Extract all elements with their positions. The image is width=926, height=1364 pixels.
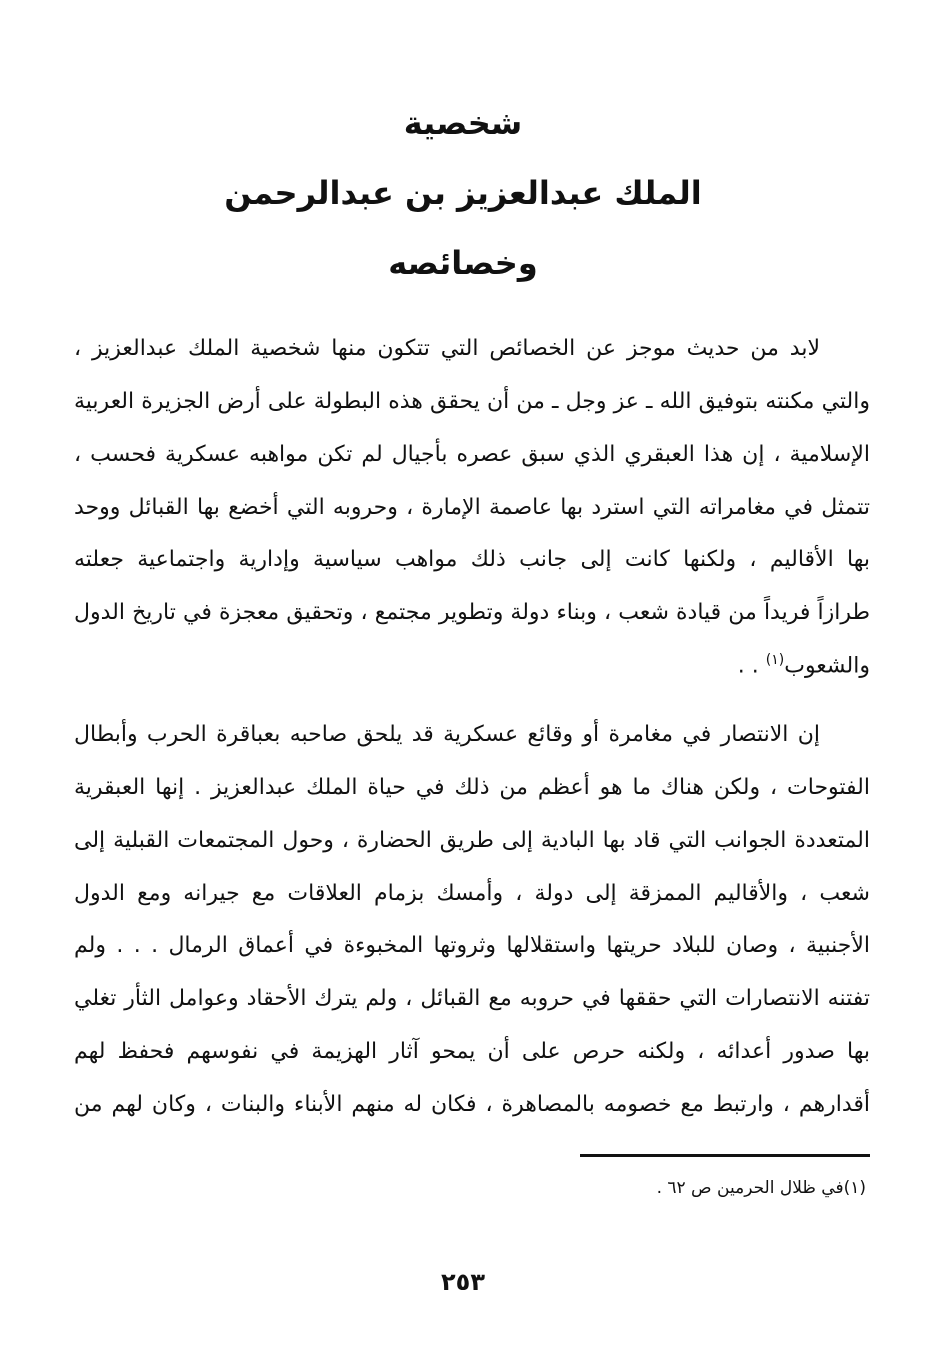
text-line: إن الانتصار في مغامرة أو وقائع عسكرية قد يلحق صاحبه بعباقرة الحرب وأبطال [74, 722, 820, 747]
text-line: والتي مكنته بتوفيق الله ـ عز وجل ـ من أن يحقق هذه البطولة على أرض الجزيرة العربية [74, 389, 870, 414]
text-line: تفتنه الانتصارات التي حققها في حروبه مع القبائل ، ولم يترك الأحقاد وعوامل الثأر تغلي [74, 986, 870, 1011]
text-line: طرازاً فريداً من قيادة شعب ، وبناء دولة وتطوير مجتمع ، وتحقيق معجزة في تاريخ الدول [74, 600, 870, 625]
text-line: الأجنبية ، وصان للبلاد حريتها واستقلالها وثروتها المخبوءة في أعماق الرمال . . . ولم [74, 933, 870, 958]
text-line: الإسلامية ، إن هذا العبقري الذي سبق عصره بأجيال لم تكن مواهبه عسكرية فحسب ، [74, 442, 870, 467]
text-line: شعب ، والأقاليم الممزقة إلى دولة ، وأمسك بزمام العلاقات مع جيرانه ومع الدول [74, 881, 870, 906]
text-line: أقدارهم ، وارتبط مع خصومه بالمصاهرة ، فكان له منهم الأبناء والبنات ، وكان لهم من [74, 1092, 870, 1117]
text: والشعوب [784, 653, 870, 679]
title-line-2: الملك عبدالعزيز بن عبدالرحمن [224, 174, 702, 212]
text-line: تتمثل في مغامراته التي استرد بها عاصمة الإمارة ، وحروبه التي أخضع بها القبائل ووحد [74, 495, 870, 520]
title-line-1: شخصية [403, 104, 523, 142]
text-line: بها صدور أعدائه ، ولكنه حرص على أن يمحو آثار الهزيمة في نفوسهم فحفظ لهم [74, 1039, 870, 1064]
page-number: ٢٥٣ [441, 1268, 485, 1296]
footnote: (١)في ظلال الحرمين ص ٦٢ . [656, 1178, 866, 1198]
text-line-last [74, 652, 870, 678]
text-line: الفتوحات ، ولكن هناك ما هو أعظم من ذلك في حياة الملك عبدالعزيز . إنها العبقرية [74, 775, 870, 800]
ellipsis: . . [737, 653, 759, 679]
title-line-3: وخصائصه [388, 244, 538, 282]
footnote-divider [580, 1154, 870, 1157]
text-line: بها الأقاليم ، ولكنها كانت إلى جانب ذلك مواهب سياسية وإدارية واجتماعية جعلته [74, 547, 870, 572]
text-line: المتعددة الجوانب التي قاد بها البادية إلى طريق الحضارة ، وحول المجتمعات القبلية إلى [74, 828, 870, 853]
footnote-ref[interactable]: (١) [765, 652, 785, 668]
text-line: لابد من حديث موجز عن الخصائص التي تتكون منها شخصية الملك عبدالعزيز ، [74, 336, 820, 361]
